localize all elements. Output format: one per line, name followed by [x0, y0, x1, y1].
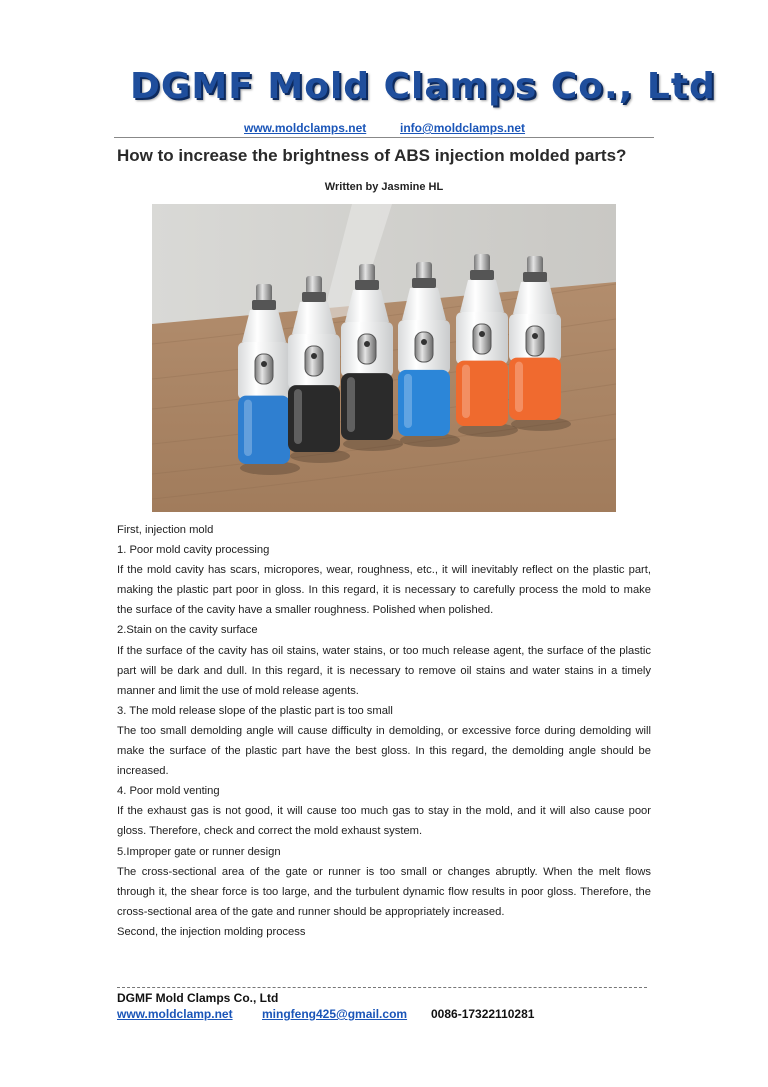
article-paragraph: 4. Poor mold venting [117, 785, 220, 798]
plug-highlight [347, 377, 355, 432]
article-paragraph: 5.Improper gate or runner design [117, 845, 281, 858]
plug-led [479, 331, 485, 337]
article-body [117, 520, 651, 942]
footer-phone: 0086-17322110281 [431, 1007, 535, 1021]
header-website-link[interactable]: www.moldclamps.net [244, 121, 367, 135]
plug-highlight [404, 374, 412, 428]
footer-divider [117, 987, 647, 988]
plug-contact [305, 346, 323, 376]
article-paragraph: First, injection mold [117, 524, 214, 536]
footer-contact [117, 1007, 657, 1023]
article-paragraph: If the mold cavity has scars, micropores, wear, roughness, etc., it will inevitably reflect on the plastic part, making the plastic part poor in gloss. In this regard, it is necessary to carefully process the mold to make the surface of the cavity have a smaller roughness. Polished when polished. [117, 564, 651, 617]
footer-website-link[interactable]: www.moldclamp.net [117, 1007, 233, 1021]
article-title: How to increase the brightness of ABS injection molded parts? [117, 146, 627, 165]
footer-company: DGMF Mold Clamps Co., Ltd [117, 991, 279, 1005]
plug-contact [473, 324, 491, 354]
plug-contact [415, 332, 433, 362]
plug-contact [255, 354, 273, 384]
header-divider [114, 137, 654, 138]
plug-nut [355, 280, 379, 290]
plug-led [311, 353, 317, 359]
car-charger-plugs-image [152, 204, 616, 512]
article-paragraph: If the surface of the cavity has oil stains, water stains, or too much release agent, the surface of the plastic part will be dark and dull. In this regard, it is necessary to remove oil stains and water stains in a timely manner and limit the use of mold release agents. [117, 644, 651, 697]
article-paragraph: Second, the injection molding process [117, 925, 306, 938]
plug-nut [523, 272, 547, 282]
header-email-link[interactable]: info@moldclamps.net [400, 121, 526, 135]
product-photo [152, 204, 616, 512]
plug-tip [527, 256, 543, 274]
article-byline: Written by Jasmine HL [324, 181, 444, 193]
plug-led [421, 339, 427, 345]
plug-led [364, 341, 370, 347]
plug-nut [470, 270, 494, 280]
plug-highlight [244, 400, 252, 456]
plug-led [532, 333, 538, 339]
plug-tip [359, 264, 375, 282]
plug-tip [416, 262, 432, 280]
plug-highlight [462, 365, 470, 418]
plug-nut [302, 292, 326, 302]
plug-tip [474, 254, 490, 272]
footer-email-link[interactable]: mingfeng425@gmail.com [262, 1007, 408, 1021]
article-paragraph: 3. The mold release slope of the plastic part is too small [117, 704, 393, 717]
plug-tip [256, 284, 272, 302]
plug-tip [306, 276, 322, 294]
article-paragraph: If the exhaust gas is not good, it will cause too much gas to stay in the mold, and it will also cause poor gloss. Therefore, check and correct the mold exhaust system. [117, 805, 651, 838]
plug-contact [358, 334, 376, 364]
article-paragraph: The cross-sectional area of the gate or runner is too small or changes abruptly. When the melt flows through it, the shear force is too large, and the turbulent dynamic flow results in poor gloss. Therefore, the cross-sectional area of the gate and runner should be appropriately increased. [117, 865, 651, 918]
article-paragraph: 2.Stain on the cavity surface [117, 624, 258, 637]
plug-contact [526, 326, 544, 356]
plug-highlight [515, 362, 523, 412]
header-links [0, 121, 768, 137]
plug-nut [252, 300, 276, 310]
company-logo: DGMF Mold Clamps Co., Ltd [130, 66, 716, 107]
plug-led [261, 361, 267, 367]
article-paragraph: The too small demolding angle will cause difficulty in demolding, or excessive force during demolding will make the surface of the plastic part have the best gloss. In this regard, the demolding angle should be increased. [117, 724, 651, 778]
plug-nut [412, 278, 436, 288]
plug-highlight [294, 389, 302, 444]
article-paragraph: 1. Poor mold cavity processing [117, 544, 270, 557]
